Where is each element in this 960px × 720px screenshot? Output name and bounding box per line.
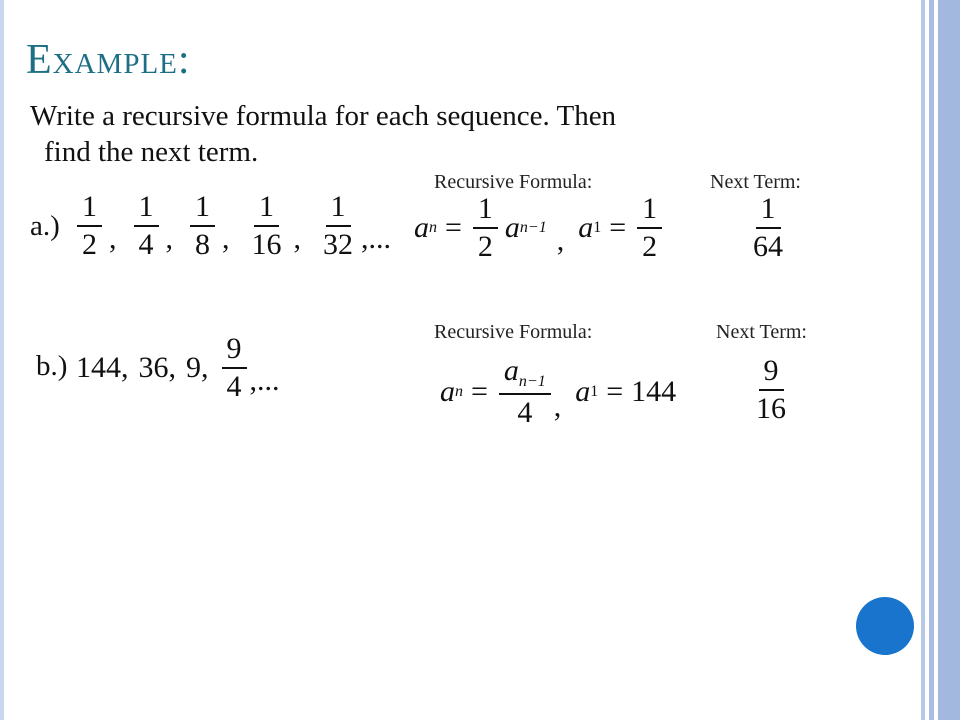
recursive-formula-b: a n = $\frac{a_{n-1}}{4}$ , a 1 = 144	[440, 354, 677, 429]
next-term-b-fraction: $\frac{9}{16}$	[756, 354, 786, 425]
sequence-b-term-3: 9,	[186, 351, 209, 384]
next-term-label-b: Next Term:	[716, 321, 807, 343]
instructions	[30, 98, 830, 170]
formula-a-initial-value: $\frac{1}{2}$	[637, 194, 662, 262]
sequence-b-term-1: 144,	[76, 351, 129, 384]
next-term-a-fraction: $\frac{1}{64}$	[753, 192, 783, 263]
sequence-a-ellipsis: ,...	[361, 222, 391, 255]
blue-circle-decoration	[856, 597, 914, 655]
next-term-label-a: Next Term:	[710, 171, 801, 193]
right-frame-border	[917, 0, 960, 720]
next-term-a	[745, 194, 791, 262]
left-frame-border	[0, 0, 4, 720]
instructions-line-1: Write a recursive formula for each sequence. Then	[30, 100, 617, 132]
sequence-a-term-5: $\frac{1}{32}$	[323, 190, 353, 261]
sequence-b-term-4: $\frac{9}{4}$	[222, 334, 247, 402]
recursive-formula-a: a n = $\frac{1}{2}$ a n−1 , a 1 = $\frac{1}{2}$	[414, 194, 665, 262]
sequence-a-term-4: $\frac{1}{16}$	[251, 190, 282, 261]
recursive-formula-label-b: Recursive Formula:	[434, 321, 593, 343]
sequence-a: $\frac{1}{2}$ , $\frac{1}{4}$ , $\frac{1}{8}$ , $\frac{1}{16}$ , $\frac{1}{32}$ ,...	[74, 192, 405, 260]
sequence-b	[76, 334, 294, 402]
recursive-formula-label-a: Recursive Formula:	[434, 171, 593, 193]
slide-title: Example:	[26, 37, 191, 83]
part-a-label: a.)	[30, 210, 60, 242]
formula-b-fraction: $\frac{a_{n-1}}{4}$	[499, 356, 551, 428]
sequence-a-term-3: $\frac{1}{8}$	[190, 192, 215, 260]
sequence-b-ellipsis: ,...	[249, 364, 280, 397]
sequence-a-term-2: $\frac{1}{4}$	[134, 192, 159, 260]
instructions-line-2: find the next term.	[44, 136, 259, 168]
formula-a-coefficient: $\frac{1}{2}$	[473, 194, 498, 262]
next-term-b	[748, 356, 794, 424]
sequence-a-term-1: $\frac{1}{2}$	[77, 192, 102, 260]
formula-b-initial-value: 144	[631, 375, 677, 408]
part-b-label: b.)	[36, 350, 68, 382]
sequence-b-term-2: 36,	[138, 351, 176, 384]
